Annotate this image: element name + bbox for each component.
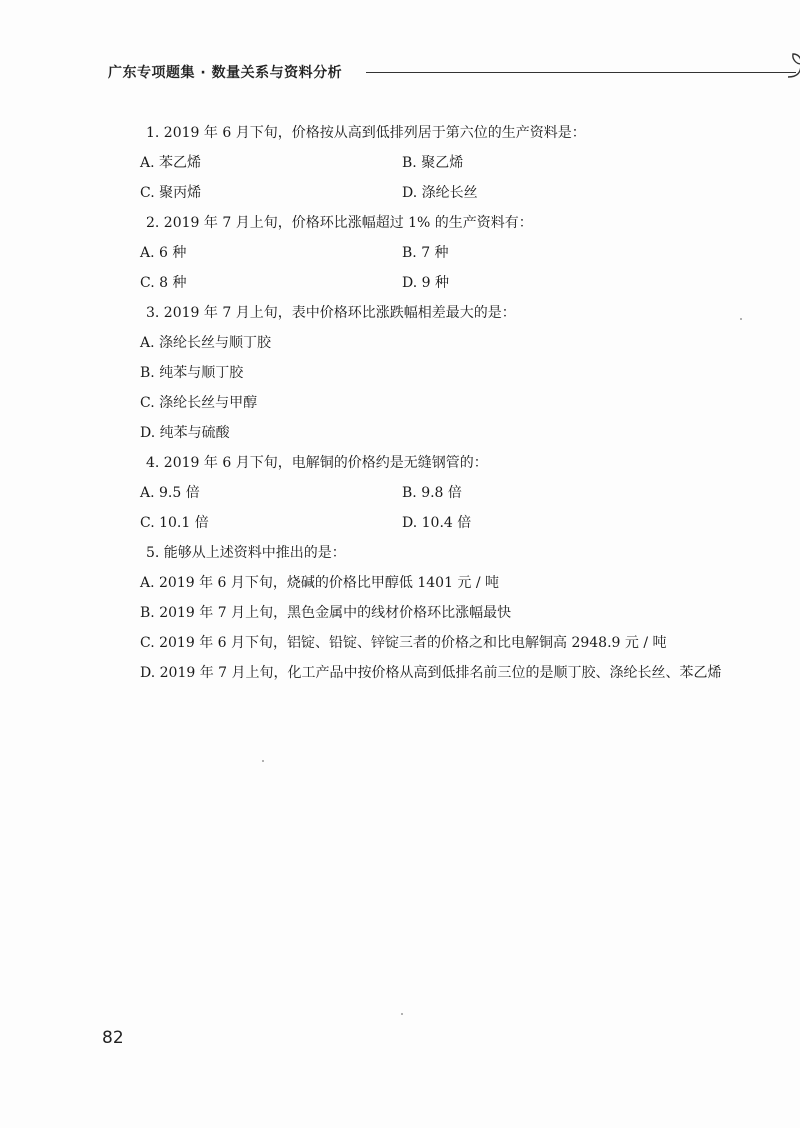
header-title: 广东专项题集 · 数量关系与资料分析 [108,65,343,81]
option-d: D. 涤纶长丝 [402,185,478,201]
option-d [140,658,727,688]
question-stem: 5. 能够从上述资料中推出的是： [146,545,346,561]
option-a: A. 6 种 [140,245,187,261]
option-row [140,238,720,268]
option-row [140,268,720,298]
option-a: A. 9.5 倍 [140,485,200,501]
option-row [140,478,720,508]
option-c: C. 8 种 [140,275,187,291]
option-c: C. 聚丙烯 [140,185,202,201]
question-4 [140,448,720,538]
question-2 [140,208,720,298]
option-text: D. 2019 年 7 月上旬，化工产品中按价格从高到低排名前三位的是顺丁胶、涤纶长丝、苯乙烯 [140,665,722,681]
question-1 [140,118,720,208]
scan-speck [740,318,742,320]
option-d: D. 纯苯与硫酸 [140,425,230,441]
option-row [140,148,720,178]
question-list [140,118,720,688]
option-b: B. 聚乙烯 [402,155,464,171]
option-d: D. 10.4 倍 [402,515,472,531]
question-stem: 4. 2019 年 6 月下旬，电解铜的价格约是无缝钢管的： [146,455,488,471]
option-b [140,598,727,628]
option-b: B. 7 种 [402,245,449,261]
scan-speck [262,760,264,762]
page-number: 82 [102,1028,124,1048]
option-c: C. 涤纶长丝与甲醇 [140,395,258,411]
option-text: B. 2019 年 7 月上旬，黑色金属中的线材价格环比涨幅最快 [140,605,512,621]
question-stem: 2. 2019 年 7 月上旬，价格环比涨幅超过 1% 的生产资料有： [146,215,533,231]
question-3 [140,298,720,448]
sprout-icon [784,42,800,82]
running-header [108,60,718,84]
question-stem: 3. 2019 年 7 月上旬，表中价格环比涨跌幅相差最大的是： [146,305,516,321]
header-rule [366,72,796,73]
scan-speck [401,1013,403,1015]
option-b: B. 9.8 倍 [402,485,462,501]
question-5 [140,538,720,688]
question-stem: 1. 2019 年 6 月下旬，价格按从高到低排列居于第六位的生产资料是： [146,125,586,141]
option-a: A. 苯乙烯 [140,155,202,171]
option-a [140,568,727,598]
option-c [140,628,727,658]
option-d: D. 9 种 [402,275,449,291]
option-row [140,178,720,208]
option-row [140,508,720,538]
option-c: C. 10.1 倍 [140,515,209,531]
option-b: B. 纯苯与顺丁胶 [140,365,244,381]
option-a: A. 涤纶长丝与顺丁胶 [140,335,272,351]
option-text: C. 2019 年 6 月下旬，铝锭、铅锭、锌锭三者的价格之和比电解铜高 2948.9 元 / 吨 [140,635,667,651]
option-text: A. 2019 年 6 月下旬，烧碱的价格比甲醇低 1401 元 / 吨 [140,575,500,591]
